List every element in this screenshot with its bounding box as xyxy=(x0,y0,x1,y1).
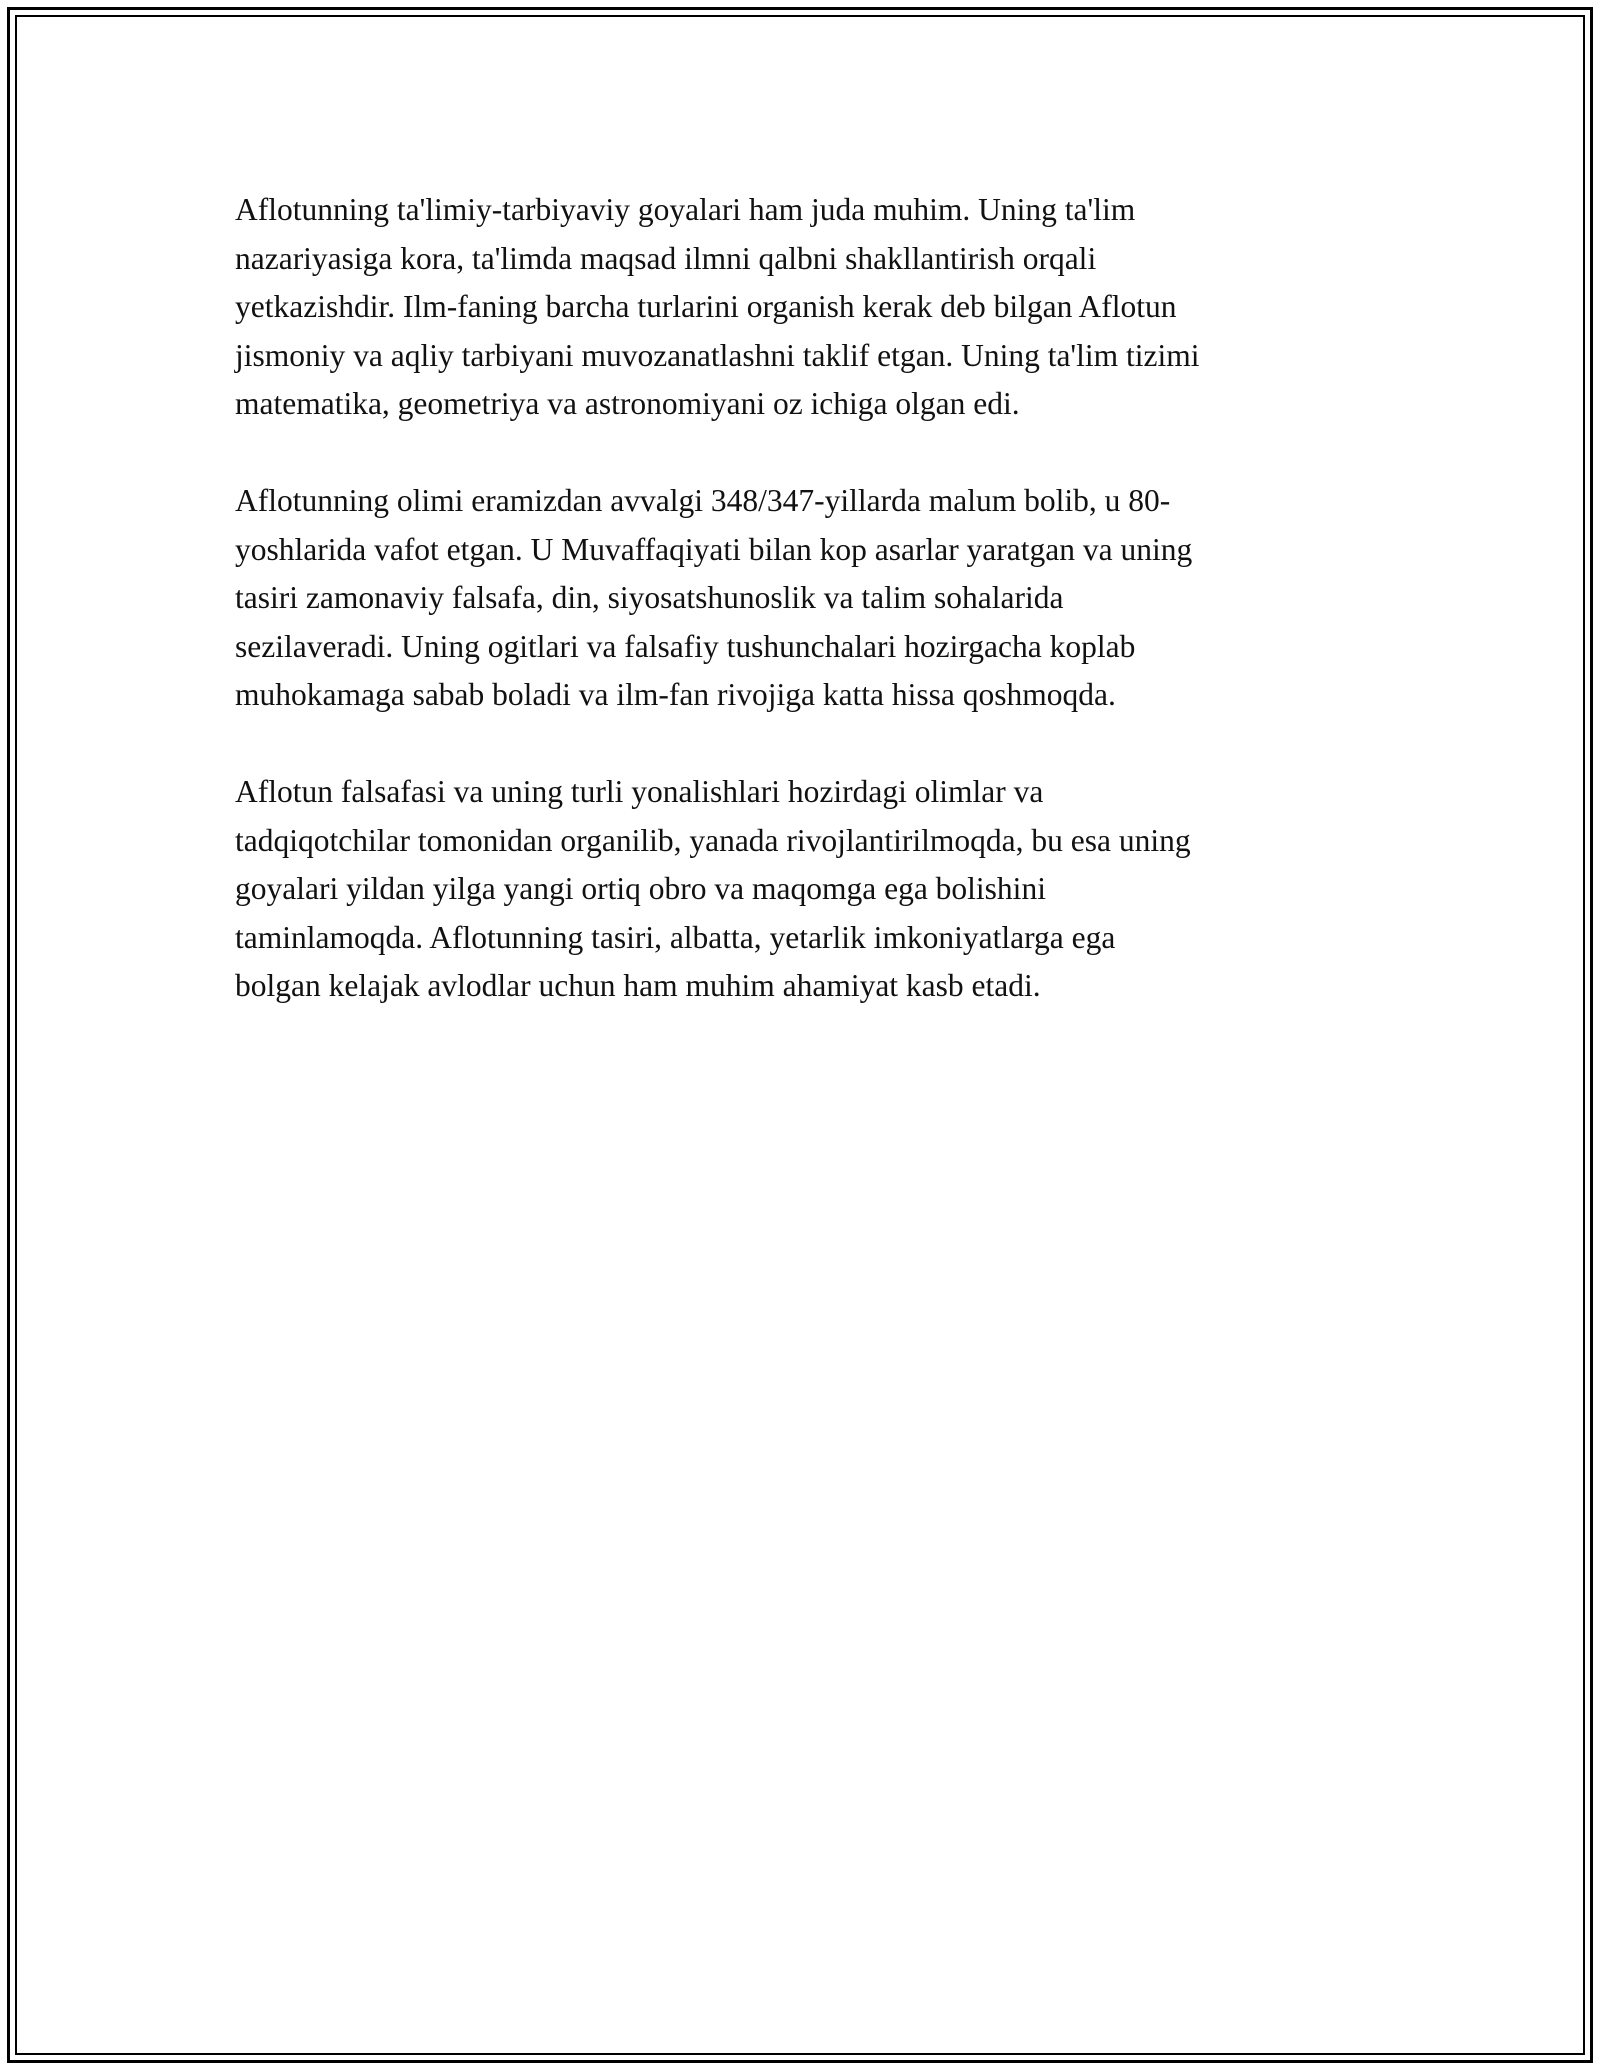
paragraph-1: Aflotunning ta'limiy-tarbiyaviy goyalari ham juda muhim. Uning ta'lim nazariyasiga kora, ta'limda maqsad ilmni qalbni shakllantirish orqali yetkazishdir. Ilm-faning barcha turlarini organish kerak deb bilgan Aflotun jismoniy va aqliy tarbiyani muvozanatlashni taklif etgan. Uning ta'lim tizimi matematika, geometriya va astronomiyani oz ichiga olgan edi. xyxy=(235,192,1200,421)
paragraph-3: Aflotun falsafasi va uning turli yonalishlari hozirdagi olimlar va tadqiqotchilar tomonidan organilib, yanada rivojlantirilmoqda, bu esa uning goyalari yildan yilga yangi ortiq obro va maqomga ega bolishini taminlamoqda. Aflotunning tasiri, albatta, yetarlik imkoniyatlarga ega bolgan kelajak avlodlar uchun ham muhim ahamiyat kasb etadi. xyxy=(235,774,1191,1003)
document-body xyxy=(235,186,1375,1059)
paragraph-2: Aflotunning olimi eramizdan avvalgi 348/347-yillarda malum bolib, u 80- yoshlarida vafot etgan. U Muvaffaqiyati bilan kop asarlar yaratgan va uning tasiri zamonaviy falsafa, din, siyosatshunoslik va talim sohalarida sezilaveradi. Uning ogitlari va falsafiy tushunchalari hozirgacha koplab muhokamaga sabab boladi va ilm-fan rivojiga katta hissa qoshmoqda. xyxy=(235,483,1193,712)
